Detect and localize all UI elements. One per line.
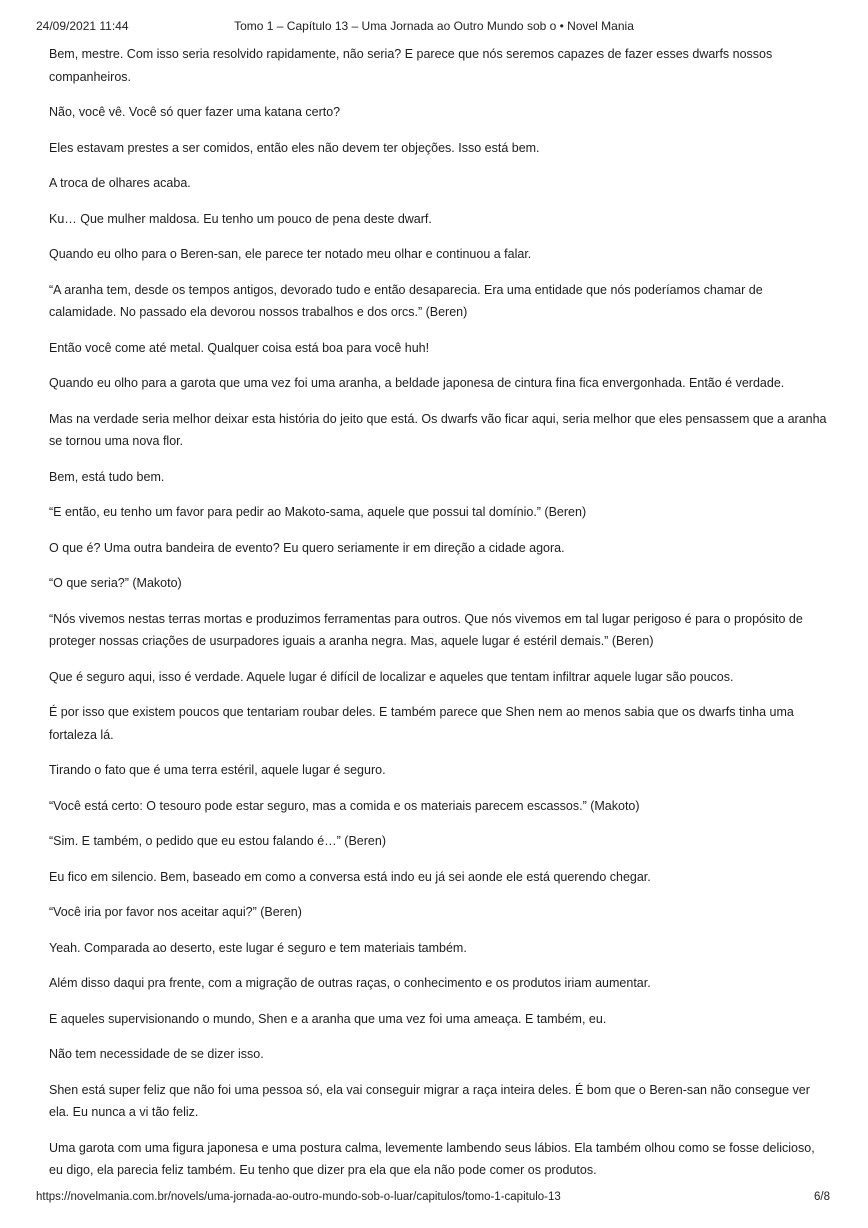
paragraph: Ku… Que mulher maldosa. Eu tenho um pouco de pena deste dwarf. [49, 211, 432, 226]
paragraph: É por isso que existem poucos que tentariam roubar deles. E também parece que Shen nem ao menos sabia que os dwarfs tinha uma fortaleza lá. [49, 705, 794, 742]
paragraph: Que é seguro aqui, isso é verdade. Aquele lugar é difícil de localizar e aqueles que tentam infiltrar aquele lugar são poucos. [49, 669, 734, 684]
paragraph: Não, você vê. Você só quer fazer uma katana certo? [49, 105, 341, 119]
paragraph: Tirando o fato que é uma terra estéril, aquele lugar é seguro. [49, 763, 386, 777]
paragraph: Yeah. Comparada ao deserto, este lugar é seguro e tem materiais também. [49, 940, 467, 955]
paragraph: Shen está super feliz que não foi uma pessoa só, ela vai conseguir migrar a raça inteira deles. É bom que o Beren-san não consegue ver ela. Eu nunca a vi tão feliz. [49, 1082, 810, 1119]
page-footer [0, 1191, 868, 1207]
paragraph: “Você iria por favor nos aceitar aqui?” (Beren) [49, 905, 302, 919]
page-header [0, 19, 868, 37]
paragraph: A troca de olhares acaba. [49, 176, 191, 190]
paragraph: Além disso daqui pra frente, com a migração de outras raças, o conhecimento e os produtos iriam aumentar. [49, 976, 651, 990]
paragraph: Eles estavam prestes a ser comidos, então eles não devem ter objeções. Isso está bem. [49, 140, 540, 155]
paragraph: Uma garota com uma figura japonesa e uma postura calma, levemente lambendo seus lábios. Ela também olhou como se fosse delicioso, eu digo, ela parecia feliz também. Eu tenho que dizer pra ela que ela não pode comer os produtos. [49, 1140, 815, 1177]
paragraph: “A aranha tem, desde os tempos antigos, devorado tudo e então desaparecia. Era uma entidade que nós poderíamos chamar de calamidade. No passado ela devorou nossos trabalhos e dos orcs.” (Beren) [49, 282, 763, 319]
paragraph: Quando eu olho para a garota que uma vez foi uma aranha, a beldade japonesa de cintura fina fica envergonhada. Então é verdade. [49, 376, 785, 390]
paragraph: Não tem necessidade de se dizer isso. [49, 1047, 264, 1061]
paragraph: “Nós vivemos nestas terras mortas e produzimos ferramentas para outros. Que nós vivemos em tal lugar perigoso é para o propósito de proteger nossas criações de usurpadores iguais a aranha negra. Mas, aquele lugar é estéril demais.” (Beren) [49, 611, 803, 648]
source-url: https://novelmania.com.br/novels/uma-jornada-ao-outro-mundo-sob-o-luar/capitulos/tomo-1-capitulo-13 [36, 1191, 561, 1203]
paragraph: “Sim. E também, o pedido que eu estou falando é…” (Beren) [49, 834, 386, 848]
paragraph: Quando eu olho para o Beren-san, ele parece ter notado meu olhar e continuou a falar. [49, 247, 532, 261]
paragraph: Eu fico em silencio. Bem, baseado em como a conversa está indo eu já sei aonde ele está querendo chegar. [49, 869, 651, 884]
chapter-text [49, 43, 827, 1195]
paragraph: Bem, está tudo bem. [49, 469, 165, 484]
paragraph: O que é? Uma outra bandeira de evento? Eu quero seriamente ir em direção a cidade agora. [49, 540, 565, 555]
paragraph: “E então, eu tenho um favor para pedir ao Makoto-sama, aquele que possui tal domínio.” (Beren) [49, 505, 587, 519]
page-title: Tomo 1 – Capítulo 13 – Uma Jornada ao Outro Mundo sob o • Novel Mania [234, 19, 634, 33]
page-number: 6/8 [814, 1191, 830, 1203]
print-datetime: 24/09/2021 11:44 [36, 19, 129, 33]
paragraph: Mas na verdade seria melhor deixar esta história do jeito que está. Os dwarfs vão ficar aqui, seria melhor que eles pensassem que a aranha se tornou uma nova flor. [49, 411, 827, 448]
paragraph: Então você come até metal. Qualquer coisa está boa para você huh! [49, 340, 430, 355]
paragraph: “Você está certo: O tesouro pode estar seguro, mas a comida e os materiais parecem escassos.” (Makoto) [49, 798, 640, 813]
paragraph: Bem, mestre. Com isso seria resolvido rapidamente, não seria? E parece que nós seremos capazes de fazer esses dwarfs nossos companheiros. [49, 47, 773, 84]
paragraph: “O que seria?” (Makoto) [49, 576, 182, 590]
paragraph: E aqueles supervisionando o mundo, Shen e a aranha que uma vez foi uma ameaça. E também, eu. [49, 1011, 607, 1026]
